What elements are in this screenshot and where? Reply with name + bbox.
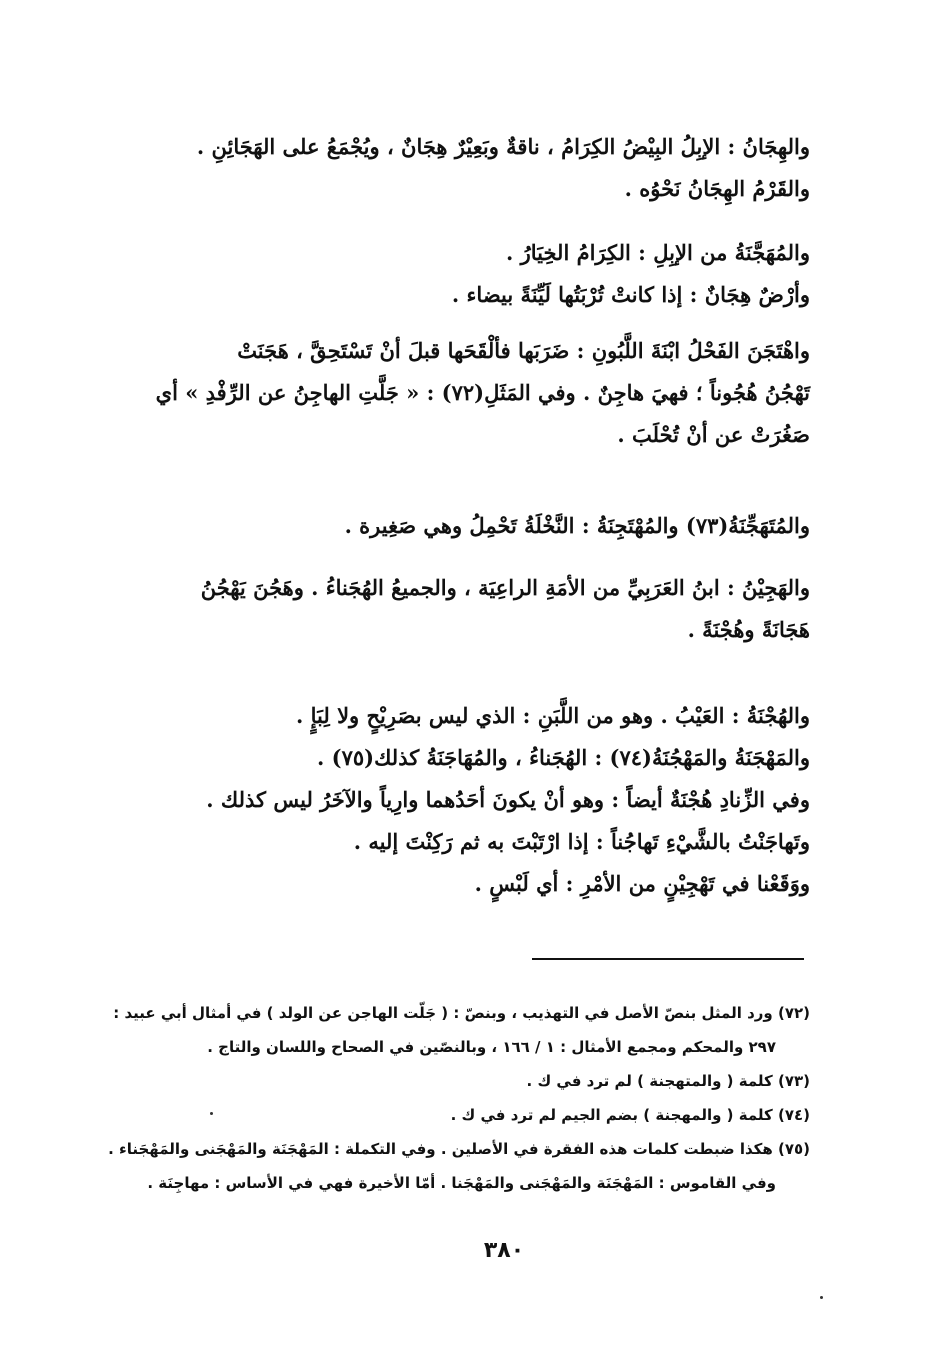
footnote-75: (٧٥) هكذا ضبطت كلمات هذه الفقرة في الأصلين . وفي التكملة : المَهْجَنَة والمَهْجَنى والمَهْجَناء .	[108, 1140, 810, 1158]
text-line: صَغُرَتْ عن أنْ تُحْلَبَ .	[617, 422, 810, 447]
footnote-74: (٧٤) كلمة ( والمهجنة ) بضم الجيم لم ترد في ك .	[450, 1106, 810, 1124]
text-line: والمُهَجَّنَةُ من الإبِلِ : الكِرَامُ الخِيَارُ .	[506, 240, 810, 265]
paragraph-muhajjana	[84, 232, 810, 316]
scan-speck	[820, 1296, 823, 1299]
text-line: والمَهْجَنَةُ والمَهْجُنَةُ(٧٤) : الهُجَناءُ ، والمُهَاجَنَةُ كذلك(٧٥) .	[317, 745, 810, 770]
text-line: واهْتَجَنَ الفَحْلُ ابْنَةَ اللَّبُونِ : ضَرَبَها فألْقَحَها قبلَ أنْ تَسْتَحِقَّ ، هَجَنَتْ	[237, 338, 810, 363]
text-line: والهِجَانُ : الإبِلُ البِيْضُ الكِرَامُ ، ناقةٌ وبَعِيْرٌ هِجَانٌ ، ويُجْمَعُ على الهَجَائِنِ .	[196, 134, 810, 159]
paragraph-hujna	[84, 695, 810, 905]
page-number: ٣٨٠	[483, 1238, 525, 1263]
text-line: ووَقَعْنا في تَهْجِيْنٍ من الأمْرِ : أي لَبْسٍ .	[474, 871, 810, 896]
paragraph-mutahajjina	[84, 505, 810, 547]
text-line: وتَهاجَنْتُ بالشَّيْءِ تَهاجُناً : إذا ارْتَبْتَ به ثم رَكِنْتَ إليه .	[353, 829, 810, 854]
footnote-72-continued: ٢٩٧ والمحكم ومجمع الأمثال : ١ / ١٦٦ ، وبالنصّين في الصحاح واللسان والتاج .	[207, 1038, 776, 1056]
paragraph-ihtajana	[84, 330, 810, 456]
text-line: والهَجِيْنُ : ابنُ العَرَبِيِّ من الأمَةِ الراعِيَة ، والجميعُ الهُجَناءُ . وهَجُنَ يَهْجُنُ	[200, 575, 810, 600]
footnote-separator	[532, 958, 804, 960]
footnotes	[84, 996, 810, 1200]
footnote-72: (٧٢) ورد المثل بنصّ الأصل في التهذيب ، وبنصّ : ( جَلّت الهاجن عن الولد ) في أمثال أبي عبيد :	[113, 1004, 810, 1022]
paragraph-hijan	[84, 126, 810, 210]
footnote-75-continued: وفي القاموس : المَهْجَنَة والمَهْجَنى والمَهْجَنا . أمّا الأخيرة فهي في الأساس : مهاجِنَة .	[147, 1174, 776, 1192]
text-line: وفي الزِّنادِ هُجْنَةٌ أيضاً : وهو أنْ يكونَ أحَدُهما وارِياً والآخَرُ ليس كذلك .	[206, 787, 810, 812]
text-line: والمُتَهَجِّنَةُ(٧٣) والمُهْتَجِنَةُ : النَّخْلَةُ تَحْمِلُ وهي صَغِيرة .	[344, 513, 810, 538]
footnote-73: (٧٣) كلمة ( والمتهجنة ) لم ترد في ك .	[526, 1072, 810, 1090]
text-line: وأرْضٌ هِجَانٌ : إذا كانتْ تُرْبَتُها لَيِّنَةً بيضاء .	[451, 282, 810, 307]
scan-speck	[210, 1112, 213, 1115]
text-line: والهُجْنَةُ : العَيْبُ . وهو من اللَّبَنِ : الذي ليس بصَرِيْحٍ ولا لِبَإٍ .	[296, 703, 810, 728]
text-line: هَجَانَةً وهُجْنَةً .	[687, 617, 810, 642]
text-line: تَهْجُنُ هُجُوناً ؛ فهيَ هاجِنٌ . وفي المَثَلِ(٧٢) : « جَلَّتِ الهاجِنُ عن الرِّفْدِ » أي	[155, 380, 810, 405]
text-line: والقَرْمُ الهِجَانُ نَحْوُه .	[624, 176, 810, 201]
paragraph-hajin	[84, 567, 810, 651]
